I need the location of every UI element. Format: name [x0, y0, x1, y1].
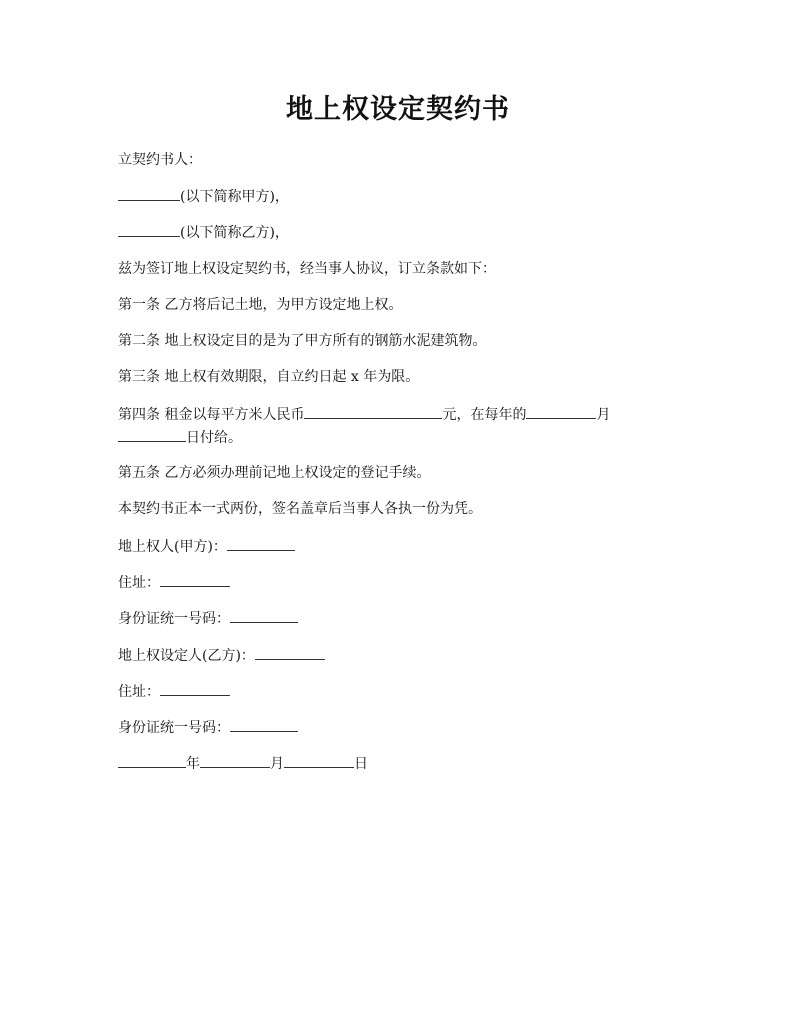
party-a-suffix: (以下简称甲方)，	[180, 189, 289, 205]
pay-month-blank[interactable]	[526, 403, 596, 419]
party-a-line	[118, 185, 289, 208]
id-line-1	[118, 607, 298, 630]
article-3: 第三条 地上权有效期限，自立约日起 x 年为限。	[118, 369, 420, 385]
id-line-2	[118, 716, 298, 739]
month-blank[interactable]	[200, 752, 270, 768]
id-label-1: 身份证统一号码：	[118, 611, 230, 627]
address-blank-2[interactable]	[160, 680, 230, 696]
holder-label: 地上权人(甲方)：	[118, 539, 227, 555]
grantor-label: 地上权设定人(乙方)：	[118, 648, 255, 664]
article-4-text-3: 月	[596, 407, 611, 423]
id-blank-1[interactable]	[230, 607, 298, 623]
address-line-2	[118, 680, 230, 703]
id-blank-2[interactable]	[230, 716, 298, 732]
article-5: 第五条 乙方必须办理前记地上权设定的登记手续。	[118, 465, 431, 481]
rent-amount-blank[interactable]	[304, 403, 442, 419]
preamble-line: 兹为签订地上权设定契约书，经当事人协议，订立条款如下：	[118, 261, 496, 277]
date-day-label: 日	[354, 756, 368, 772]
party-a-blank[interactable]	[118, 185, 180, 201]
day-blank[interactable]	[284, 752, 354, 768]
article-4-text-4: 日付给。	[186, 430, 242, 446]
holder-blank[interactable]	[227, 535, 295, 551]
pay-day-blank[interactable]	[118, 426, 186, 442]
party-b-suffix: (以下简称乙方)，	[180, 225, 289, 241]
document-title: 地上权设定契约书	[286, 94, 510, 125]
grantor-line	[118, 644, 325, 667]
address-line-1	[118, 571, 230, 594]
article-4-text-1: 第四条 租金以每平方米人民币	[118, 407, 305, 423]
intro-line: 立契约书人：	[118, 152, 202, 168]
article-2: 第二条 地上权设定目的是为了甲方所有的钢筋水泥建筑物。	[118, 333, 487, 349]
closing-line: 本契约书正本一式两份，签名盖章后当事人各执一份为凭。	[118, 501, 482, 517]
date-line	[118, 752, 368, 775]
party-b-blank[interactable]	[118, 221, 180, 237]
article-1: 第一条 乙方将后记土地，为甲方设定地上权。	[118, 297, 403, 313]
date-year-label: 年	[186, 756, 200, 772]
date-month-label: 月	[270, 756, 284, 772]
address-label-2: 住址：	[118, 684, 160, 700]
address-label-1: 住址：	[118, 575, 160, 591]
article-4-text-2: 元，在每年的	[442, 407, 527, 423]
id-label-2: 身份证统一号码：	[118, 720, 230, 736]
address-blank-1[interactable]	[160, 571, 230, 587]
article-4-line-1	[118, 403, 610, 426]
article-4-line-2	[118, 426, 242, 449]
holder-line	[118, 535, 295, 558]
year-blank[interactable]	[118, 752, 186, 768]
grantor-blank[interactable]	[255, 644, 325, 660]
party-b-line	[118, 221, 289, 244]
